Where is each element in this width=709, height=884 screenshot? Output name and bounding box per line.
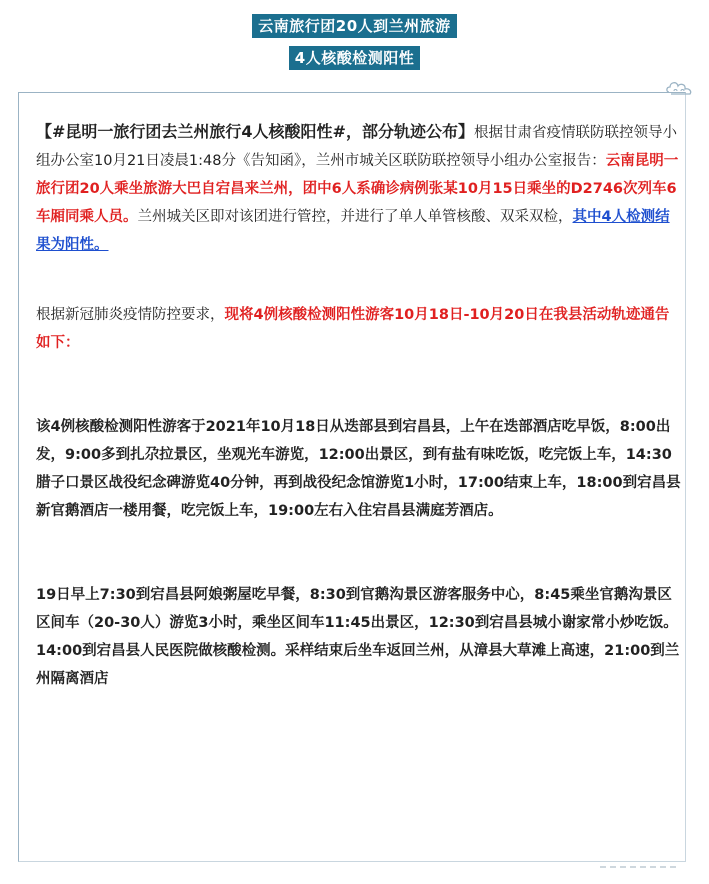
cloud-ornament-icon <box>665 78 695 100</box>
title-line-2: 4人核酸检测阳性 <box>289 46 420 70</box>
notice-text: 根据新冠肺炎疫情防控要求， <box>36 307 225 323</box>
paragraph-day-19: 19日早上7:30到宕昌县阿娘粥屋吃早餐，8:30到官鹅沟景区游客服务中心，8:45乘坐官鹅沟景区区间车（20-30人）游览3小时，乘坐区间车11:45出景区，12:30到宕昌县城小谢家常小炒吃饭。14:00到宕昌县人民医院做核酸检测。采样结束后坐车返回兰州，从漳县大草滩上高速，21:00到兰州隔离酒店 <box>36 587 680 687</box>
positive-result-link[interactable]: 其中4人检测结果为阳性。 <box>36 209 670 253</box>
headline: 【#昆明一旅行团去兰州旅行4人核酸阳性#，部分轨迹公布】 <box>36 122 474 141</box>
article-body <box>36 118 682 693</box>
intro-highlight: 云南昆明一旅行团20人乘坐旅游大巴自宕昌来兰州，团中6人系确诊病例张某10月15日乘坐的D2746次列车6车厢同乘人员。 <box>36 153 679 225</box>
intro-text-2: 兰州城关区即对该团进行管控，并进行了单人单管核酸、双采双检， <box>137 209 573 225</box>
title-line-1: 云南旅行团20人到兰州旅游 <box>252 14 456 38</box>
paragraph-day-18: 该4例核酸检测阳性游客于2021年10月18日从迭部县到宕昌县，上午在迭部酒店吃早饭，8:00出发，9:00多到扎尕拉景区，坐观光车游览，12:00出景区，到有盐有味吃饭，吃完饭上车，14:30腊子口景区战役纪念碑游览40分钟，再到战役纪念馆游览1小时，17:00结束上车，18:00到宕昌县新官鹅酒店一楼用餐，吃完饭上车，19:00左右入住宕昌县满庭芳酒店。 <box>36 419 681 519</box>
paragraph-notice <box>36 301 682 357</box>
article-title <box>0 14 709 70</box>
notice-highlight: 现将4例核酸检测阳性游客10月18日-10月20日在我县活动轨迹通告如下： <box>36 307 670 351</box>
paragraph-intro <box>36 118 682 259</box>
intro-text: 根据甘肃省疫情联防联控领导小组办公室10月21日凌晨1:48分《告知函》，兰州市城关区联防联控领导小组办公室报告： <box>36 125 677 169</box>
bottom-divider <box>600 866 680 868</box>
